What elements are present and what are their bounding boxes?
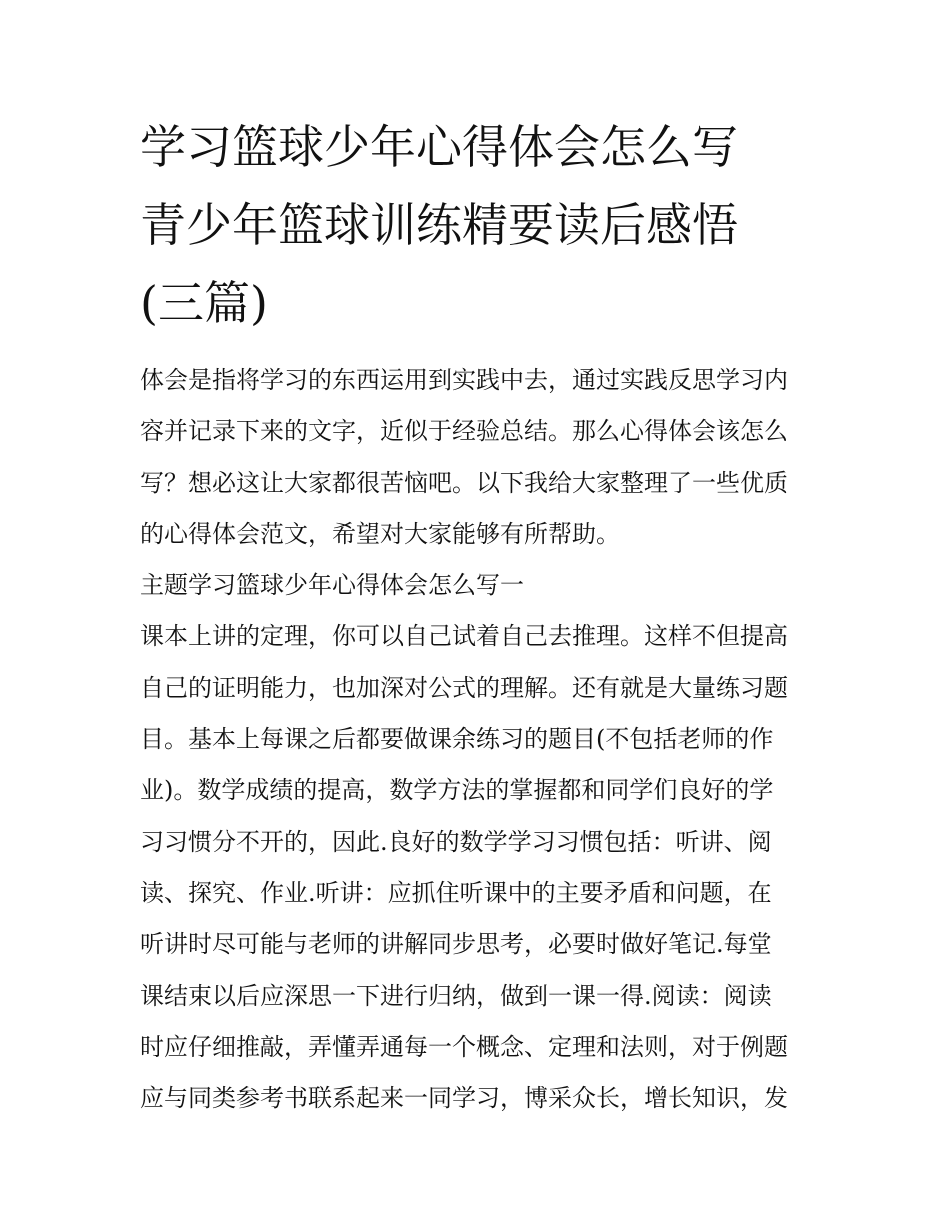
- section-line: 应与同类参考书联系起来一同学习，博采众长，增长知识，发: [140, 1084, 788, 1113]
- section-heading: 主题学习篮球少年心得体会怎么写一: [140, 571, 524, 600]
- section-line: 时应仔细推敲，弄懂弄通每一个概念、定理和法则，对于例题: [140, 1032, 788, 1061]
- section-line: 自己的证明能力，也加深对公式的理解。还有就是大量练习题: [140, 673, 788, 702]
- intro-line: 的心得体会范文，希望对大家能够有所帮助。: [140, 519, 620, 548]
- document-title: [140, 108, 820, 342]
- section-line: 目。基本上每课之后都要做课余练习的题目(不包括老师的作: [140, 725, 774, 754]
- section-line: 读、探究、作业.听讲：应抓住听课中的主要矛盾和问题，在: [140, 878, 772, 907]
- intro-line: 容并记录下来的文字，近似于经验总结。那么心得体会该怎么: [140, 417, 788, 446]
- section-line: 业)。数学成绩的提高，数学方法的掌握都和同学们良好的学: [140, 776, 774, 805]
- title-line: (三篇): [140, 276, 268, 330]
- section-line: 课本上讲的定理，你可以自己试着自己去推理。这样不但提高: [140, 622, 788, 651]
- document-body: [140, 355, 820, 1124]
- title-line: 青少年篮球训练精要读后感悟: [140, 198, 738, 252]
- section-line: 听讲时尽可能与老师的讲解同步思考，必要时做好笔记.每堂: [140, 930, 772, 959]
- intro-line: 体会是指将学习的东西运用到实践中去，通过实践反思学习内: [140, 366, 788, 394]
- title-line: 学习篮球少年心得体会怎么写: [140, 120, 738, 174]
- intro-line: 写？想必这让大家都很苦恼吧。以下我给大家整理了一些优质: [140, 468, 788, 497]
- section-line: 课结束以后应深思一下进行归纳，做到一课一得.阅读：阅读: [140, 981, 772, 1010]
- section-line: 习习惯分不开的，因此.良好的数学学习习惯包括：听讲、阅: [140, 827, 772, 856]
